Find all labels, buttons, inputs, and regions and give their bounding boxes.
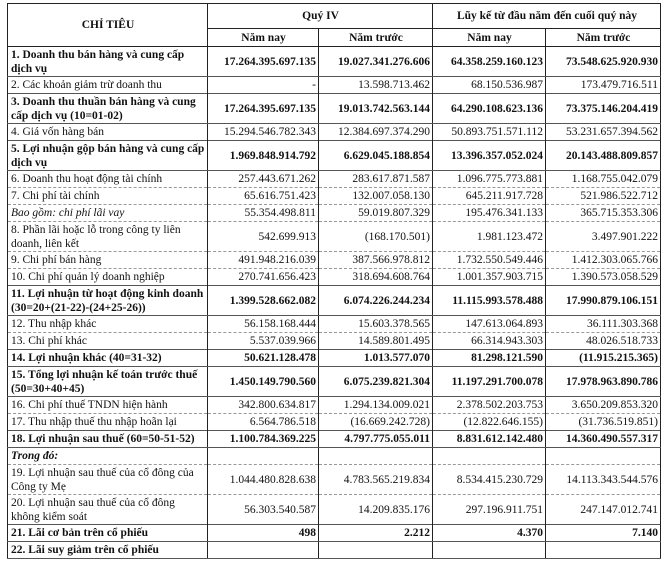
row-label: 14. Lợi nhuận khác (40=31-32)	[8, 350, 208, 367]
table-row	[8, 286, 661, 316]
cell-quarter-previous: 14.589.801.495	[319, 333, 433, 350]
header-ytd-previous-year: Năm trước	[546, 29, 661, 47]
cell-ytd-previous: 14.113.343.544.576	[546, 465, 661, 495]
table-row	[8, 397, 661, 414]
row-label: 8. Phần lãi hoặc lỗ trong công ty liên doanh, liên kết	[8, 222, 208, 252]
cell-ytd-current: 13.396.357.052.024	[433, 141, 546, 171]
row-label: 5. Lợi nhuận gộp bán hàng và cung cấp dịch vụ	[8, 141, 208, 171]
row-label: 21. Lãi cơ bản trên cổ phiếu	[8, 525, 208, 542]
table-row	[8, 188, 661, 205]
cell-ytd-previous: 73.375.146.204.419	[546, 94, 661, 124]
cell-ytd-current: 4.370	[433, 525, 546, 542]
cell-ytd-previous	[546, 448, 661, 465]
table-row	[8, 124, 661, 141]
cell-quarter-current: 342.800.634.817	[208, 397, 319, 414]
cell-ytd-current: 1.001.357.903.715	[433, 269, 546, 286]
table-row	[8, 94, 661, 124]
cell-ytd-current: (12.822.646.155)	[433, 414, 546, 431]
cell-quarter-current: 15.294.546.782.343	[208, 124, 319, 141]
row-label: 10. Chi phí quản lý doanh nghiệp	[8, 269, 208, 286]
row-label: 1. Doanh thu bán hàng và cung cấp dịch vụ	[8, 47, 208, 77]
table-row	[8, 333, 661, 350]
cell-quarter-current: 498	[208, 525, 319, 542]
row-label: 18. Lợi nhuận sau thuế (60=50-51-52)	[8, 431, 208, 448]
income-statement-table	[7, 3, 661, 559]
cell-quarter-previous: 4.783.565.219.834	[319, 465, 433, 495]
cell-ytd-current: 64.290.108.623.136	[433, 94, 546, 124]
cell-quarter-current: 1.100.784.369.225	[208, 431, 319, 448]
cell-quarter-current: 1.450.149.790.560	[208, 367, 319, 397]
cell-ytd-current: 1.981.123.472	[433, 222, 546, 252]
table-row	[8, 350, 661, 367]
cell-quarter-previous: 6.629.045.188.854	[319, 141, 433, 171]
cell-ytd-current: 68.150.536.987	[433, 77, 546, 94]
cell-ytd-previous: 3.650.209.853.320	[546, 397, 661, 414]
cell-ytd-current: 2.378.502.203.753	[433, 397, 546, 414]
cell-ytd-current	[433, 448, 546, 465]
row-label: 17. Thu nhập thuế thu nhập hoãn lại	[8, 414, 208, 431]
cell-quarter-current: 65.616.751.423	[208, 188, 319, 205]
header-indicator: CHỈ TIÊU	[8, 4, 208, 47]
cell-ytd-current: 50.893.751.571.112	[433, 124, 546, 141]
cell-ytd-current: 81.298.121.590	[433, 350, 546, 367]
cell-ytd-previous: 73.548.625.920.930	[546, 47, 661, 77]
cell-quarter-current: 1.044.480.828.638	[208, 465, 319, 495]
cell-ytd-current: 64.358.259.160.123	[433, 47, 546, 77]
cell-quarter-previous: 1.294.134.009.021	[319, 397, 433, 414]
cell-quarter-previous: 4.797.775.055.011	[319, 431, 433, 448]
cell-quarter-current: 17.264.395.697.135	[208, 47, 319, 77]
table-row	[8, 367, 661, 397]
cell-ytd-previous: 521.986.522.712	[546, 188, 661, 205]
row-label: 7. Chi phí tài chính	[8, 188, 208, 205]
cell-ytd-previous: 7.140	[546, 525, 661, 542]
row-label: Bao gồm: chi phí lãi vay	[8, 205, 208, 222]
cell-quarter-current: 542.699.913	[208, 222, 319, 252]
cell-quarter-current: 17.264.395.697.135	[208, 94, 319, 124]
cell-quarter-previous: 6.074.226.244.234	[319, 286, 433, 316]
header-quarter: Quý IV	[208, 4, 433, 29]
header-ytd: Lũy kế từ đầu năm đến cuối quý này	[433, 4, 661, 29]
cell-quarter-current: -	[208, 77, 319, 94]
cell-ytd-current: 8.534.415.230.729	[433, 465, 546, 495]
row-label: 22. Lãi suy giảm trên cổ phiếu	[8, 542, 208, 559]
cell-quarter-previous: 132.007.058.130	[319, 188, 433, 205]
cell-quarter-previous: (16.669.242.728)	[319, 414, 433, 431]
cell-quarter-previous: 59.019.807.329	[319, 205, 433, 222]
row-label: 11. Lợi nhuận từ hoạt động kinh doanh (30=20+(21-22)-(24+25-26))	[8, 286, 208, 316]
table-row	[8, 252, 661, 269]
cell-quarter-current: 50.621.128.478	[208, 350, 319, 367]
cell-ytd-current: 8.831.612.142.480	[433, 431, 546, 448]
cell-quarter-previous: 6.075.239.821.304	[319, 367, 433, 397]
cell-quarter-previous	[319, 448, 433, 465]
cell-quarter-previous: 14.209.835.176	[319, 495, 433, 525]
cell-quarter-current: 1.399.528.662.082	[208, 286, 319, 316]
table-row	[8, 205, 661, 222]
cell-ytd-previous: 1.390.573.058.529	[546, 269, 661, 286]
cell-quarter-previous: 1.013.577.070	[319, 350, 433, 367]
table-row	[8, 269, 661, 286]
cell-ytd-current: 11.115.993.578.488	[433, 286, 546, 316]
table-row	[8, 525, 661, 542]
table-row	[8, 47, 661, 77]
cell-ytd-previous: 36.111.303.368	[546, 316, 661, 333]
cell-quarter-previous: 19.013.742.563.144	[319, 94, 433, 124]
row-label: Trong đó:	[8, 448, 208, 465]
table-row	[8, 414, 661, 431]
cell-quarter-previous: (168.170.501)	[319, 222, 433, 252]
cell-quarter-current	[208, 448, 319, 465]
cell-ytd-previous: 247.147.012.741	[546, 495, 661, 525]
table-row	[8, 465, 661, 495]
cell-quarter-previous: 318.694.608.764	[319, 269, 433, 286]
row-label: 6. Doanh thu hoạt động tài chính	[8, 171, 208, 188]
cell-ytd-current: 1.732.550.549.446	[433, 252, 546, 269]
cell-quarter-current: 270.741.656.423	[208, 269, 319, 286]
header-quarter-current-year: Năm nay	[208, 29, 319, 47]
cell-ytd-current: 11.197.291.700.078	[433, 367, 546, 397]
cell-ytd-previous: 48.026.518.733	[546, 333, 661, 350]
cell-ytd-previous: 17.978.963.890.786	[546, 367, 661, 397]
cell-ytd-previous: 1.168.755.042.079	[546, 171, 661, 188]
row-label: 16. Chi phí thuế TNDN hiện hành	[8, 397, 208, 414]
cell-quarter-current: 56.158.168.444	[208, 316, 319, 333]
cell-ytd-previous: 1.412.303.065.766	[546, 252, 661, 269]
table-row	[8, 171, 661, 188]
cell-quarter-current: 6.564.786.518	[208, 414, 319, 431]
cell-ytd-previous: 14.360.490.557.317	[546, 431, 661, 448]
row-label: 19. Lợi nhuận sau thuế của cổ đông của Công ty Mẹ	[8, 465, 208, 495]
header-quarter-previous-year: Năm trước	[319, 29, 433, 47]
row-label: 13. Chi phí khác	[8, 333, 208, 350]
cell-ytd-current: 147.613.064.893	[433, 316, 546, 333]
table-row	[8, 316, 661, 333]
row-label: 9. Chi phí bán hàng	[8, 252, 208, 269]
cell-ytd-previous: 20.143.488.809.857	[546, 141, 661, 171]
cell-ytd-current: 645.211.917.728	[433, 188, 546, 205]
cell-quarter-previous	[319, 542, 433, 559]
cell-ytd-previous: (11.915.215.365)	[546, 350, 661, 367]
table-row	[8, 431, 661, 448]
table-row	[8, 141, 661, 171]
cell-ytd-current: 195.476.341.133	[433, 205, 546, 222]
cell-ytd-current	[433, 542, 546, 559]
row-label: 2. Các khoản giảm trừ doanh thu	[8, 77, 208, 94]
table-row	[8, 77, 661, 94]
row-label: 20. Lợi nhuận sau thuế của cổ đông không kiểm soát	[8, 495, 208, 525]
cell-quarter-previous: 387.566.978.812	[319, 252, 433, 269]
cell-ytd-previous	[546, 542, 661, 559]
row-label: 15. Tổng lợi nhuận kế toán trước thuế (50=30+40+45)	[8, 367, 208, 397]
header-ytd-current-year: Năm nay	[433, 29, 546, 47]
cell-ytd-previous: (31.736.519.851)	[546, 414, 661, 431]
cell-ytd-current: 66.314.943.303	[433, 333, 546, 350]
cell-ytd-current: 297.196.911.751	[433, 495, 546, 525]
cell-ytd-previous: 3.497.901.222	[546, 222, 661, 252]
cell-ytd-previous: 365.715.353.306	[546, 205, 661, 222]
row-label: 3. Doanh thu thuần bán hàng và cung cấp dịch vụ (10=01-02)	[8, 94, 208, 124]
table-row	[8, 222, 661, 252]
cell-quarter-current: 1.969.848.914.792	[208, 141, 319, 171]
table-row	[8, 542, 661, 559]
row-label: 12. Thu nhập khác	[8, 316, 208, 333]
cell-ytd-previous: 53.231.657.394.562	[546, 124, 661, 141]
cell-quarter-current: 55.354.498.811	[208, 205, 319, 222]
cell-quarter-current: 491.948.216.039	[208, 252, 319, 269]
cell-quarter-previous: 15.603.378.565	[319, 316, 433, 333]
cell-quarter-current: 56.303.540.587	[208, 495, 319, 525]
cell-quarter-previous: 283.617.871.587	[319, 171, 433, 188]
cell-quarter-current: 257.443.671.262	[208, 171, 319, 188]
cell-quarter-current	[208, 542, 319, 559]
cell-ytd-previous: 173.479.716.511	[546, 77, 661, 94]
cell-ytd-previous: 17.990.879.106.151	[546, 286, 661, 316]
cell-quarter-previous: 12.384.697.374.290	[319, 124, 433, 141]
cell-quarter-current: 5.537.039.966	[208, 333, 319, 350]
table-row	[8, 448, 661, 465]
table-row	[8, 495, 661, 525]
cell-quarter-previous: 13.598.713.462	[319, 77, 433, 94]
cell-ytd-current: 1.096.775.773.881	[433, 171, 546, 188]
cell-quarter-previous: 2.212	[319, 525, 433, 542]
row-label: 4. Giá vốn hàng bán	[8, 124, 208, 141]
cell-quarter-previous: 19.027.341.276.606	[319, 47, 433, 77]
